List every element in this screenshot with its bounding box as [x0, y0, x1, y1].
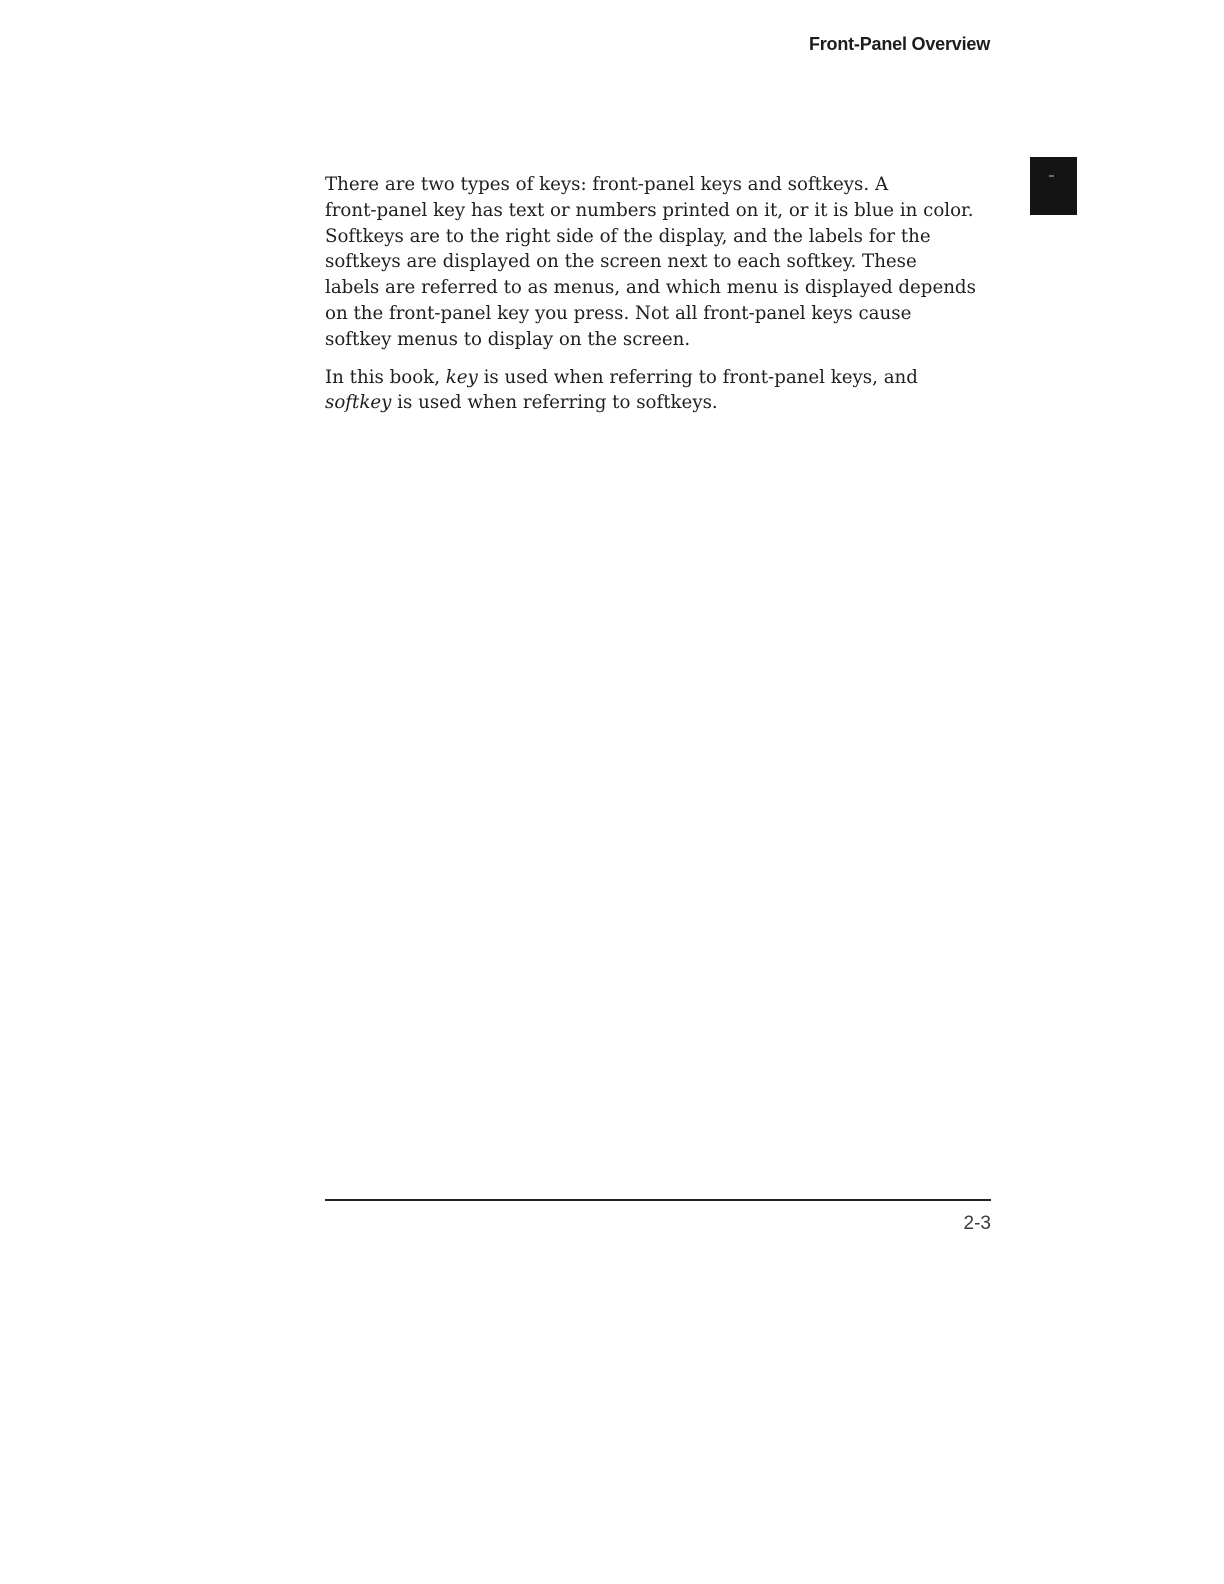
footer-rule	[325, 1199, 991, 1201]
italic-term-key: key	[445, 366, 478, 388]
paragraph-key-types	[325, 172, 995, 353]
paragraph-line	[325, 390, 995, 416]
paragraph-line: front-panel key has text or numbers printed on it, or it is blue in color.	[325, 199, 974, 221]
page-number: 2-3	[963, 1213, 991, 1234]
paragraph-terminology	[325, 365, 995, 417]
body-text	[325, 172, 995, 428]
paragraph-line: labels are referred to as menus, and which menu is displayed depends	[325, 277, 976, 299]
text-run: is used when referring to softkeys.	[391, 392, 718, 414]
paragraph-line: softkey menus to display on the screen.	[325, 328, 691, 350]
text-run: is used when referring to front-panel keys, and	[477, 366, 918, 388]
chapter-thumb-tab	[1030, 157, 1077, 215]
italic-term-softkey: softkey	[325, 392, 392, 414]
running-header: Front-Panel Overview	[808, 34, 990, 54]
chapter-tab-mark	[1049, 175, 1054, 177]
text-run: In this book,	[325, 366, 446, 388]
paragraph-line: There are two types of keys: front-panel keys and softkeys. A	[325, 174, 889, 195]
paragraph-line	[325, 365, 995, 391]
paragraph-line: on the front-panel key you press. Not all front-panel keys cause	[325, 302, 912, 324]
paragraph-line: softkeys are displayed on the screen next to each softkey. These	[325, 251, 917, 273]
paragraph-line: Softkeys are to the right side of the display, and the labels for the	[325, 225, 931, 247]
